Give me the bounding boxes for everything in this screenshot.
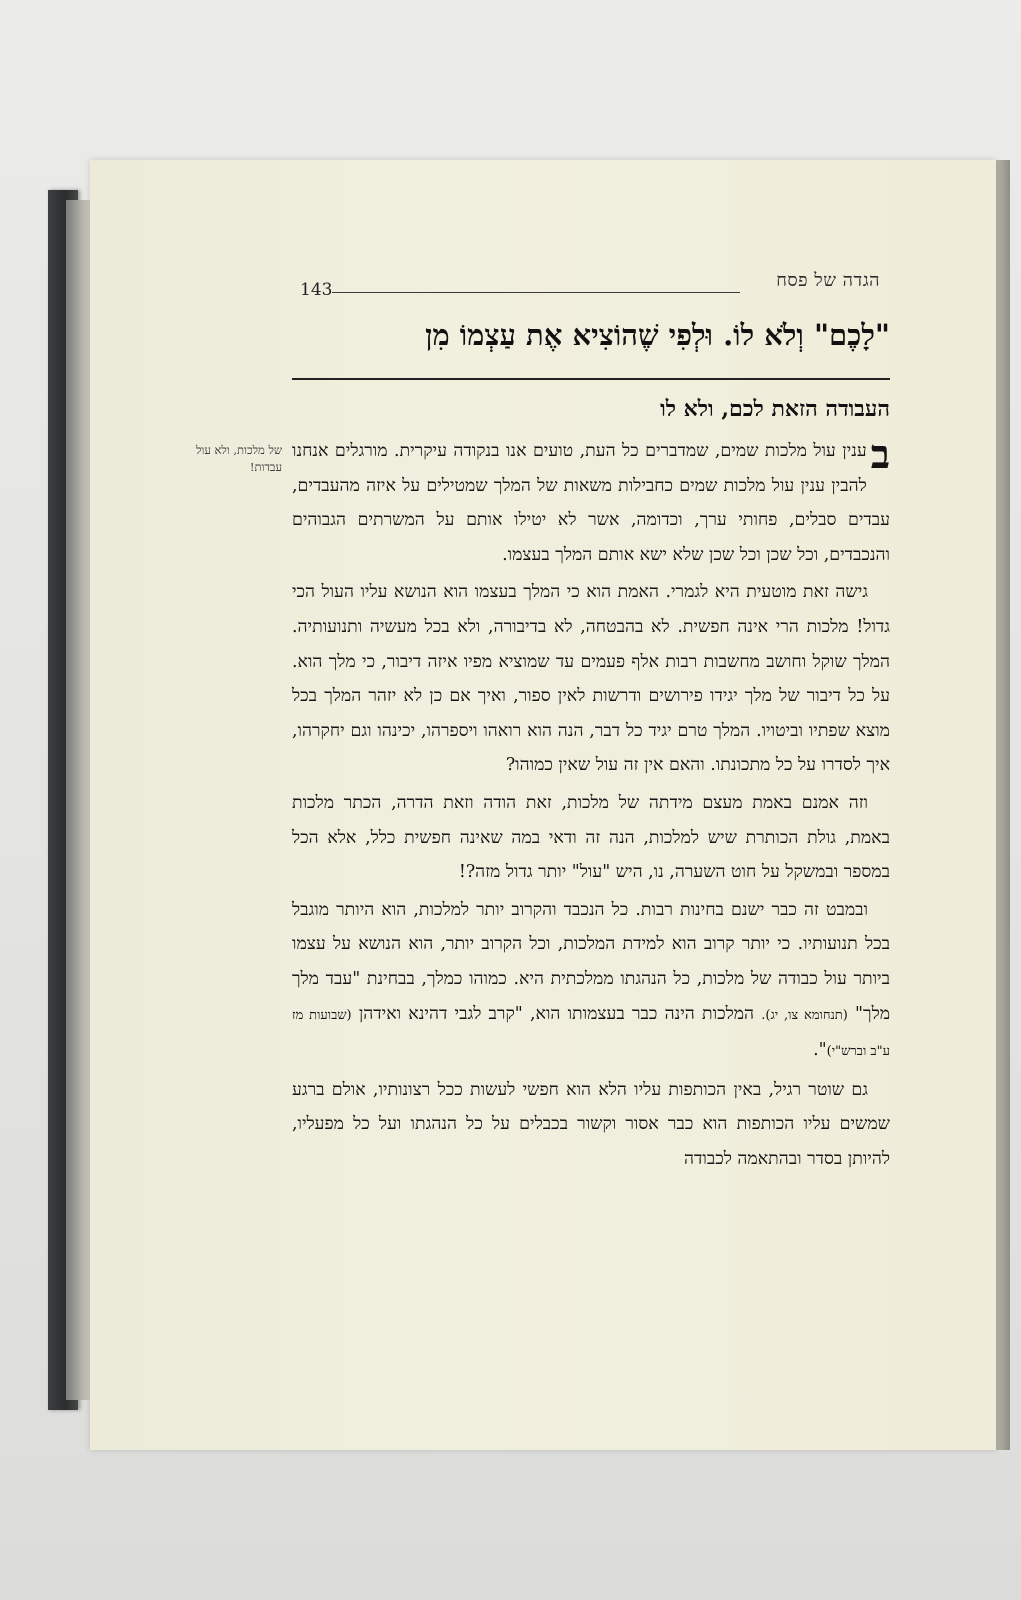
running-header [300, 270, 880, 302]
headline: "לָכֶם" וְלֹא לוֹ. וּלְפִי שֶׁהוֹצִיא אֶת עַצְמוֹ מִן [425, 318, 890, 352]
source-reference: (תנחומא צו, יג). [761, 1007, 848, 1023]
paragraph [292, 893, 890, 1070]
margin-note: של מלכות, ולא עול עבדות! [196, 443, 282, 474]
source-reference: (שבועות מז ע"ב וברש"י) [292, 1007, 890, 1060]
body-text [292, 431, 891, 1179]
header-rule [332, 292, 740, 293]
paragraph: גם שוטר רגיל, באין הכותפות עליו הלא הוא חפשי לעשות ככל רצונותיו, אולם ברגע שמשים עליו הכותפות הוא כבר אסור וקשור בכבלים על כל הנהגתו ועל כל מפעליו, להיותן בסדר ובהתאמה לכבודה [292, 1079, 890, 1169]
paragraph: גישה זאת מוטעית היא לגמרי. האמת הוא כי המלך בעצמו הוא הנושא עליו העול הכי גדול! מלכות הרי אינה חפשית. לא בהבטחה, לא בדיבורה, ולא בכל מעשיה ותנועותיה. המלך שוקל וחושב מחשבות רבות אלף פעמים עד שמוציא מפיו איזה דיבור, כי מלך הוא. על כל דיבור של מלך יגידו פירושים ודרשות לאין ספור, ואיך אם כן לא יזהר המלך בכל מוצא שפתיו וביטויו. המלך טרם יגיד כל דבר, הנה הוא רואהו ויספרהו, יכינהו וגם יחקרהו, איך לסדרו על כל מתכונתו. והאם אין זה עול שאין כמוהו? [292, 582, 890, 776]
paragraph: וזה אמנם באמת מעצם מידתה של מלכות, זאת הודה וזאת הדרה, הכתר מלכות באמת, גולת הכותרת שיש למלכות, הנה זה ודאי במה שאינה חפשית כלל, אלא הכל במספר ובמשקל על חוט השערה, נו, היש "עול" יותר גדול מזה?! [292, 792, 890, 883]
headline-rule [292, 378, 890, 380]
book-cover-edge [66, 200, 90, 1400]
running-header-title: הגדה של פסח [776, 270, 880, 291]
paragraph [292, 431, 890, 572]
drop-cap: ב [870, 431, 890, 478]
paragraph-text: ". [813, 1040, 827, 1061]
paragraph-text: ענין עול מלכות שמים, שמדברים כל העת, טועים אנו בנקודה עיקרית. מורגלים אנחנו להבין ענין עול מלכות שמים כחבילות משאות של המלך שמטילים על איזה מהעבדים, עבדים סבלים, פחותי ערך, וכדומה, אשר לא יטילו אותם על המשרתים הגבוהים והנכבדים, וכל שכן וכל שכן שלא ישא אותם המלך בעצמו. [292, 441, 890, 565]
section-heading: העבודה הזאת לכם, ולא לו [660, 396, 890, 422]
paragraph-text: המלכות הינה כבר בעצמותו הוא, "קרב לגבי דהינא ואידהן [358, 1003, 755, 1024]
page-number: 143 [300, 280, 333, 300]
paragraph-text: ובמבט זה כבר ישנם בחינות רבות. כל הנכבד והקרוב יותר למלכות, הוא היותר מוגבל בכל תנועותיו. כי יותר קרוב הוא למידת המלכות, וכל הקרוב יותר, הוא הנושא על עצמו ביותר עול כבודה של מלכות, כל הנהגתו ממלכתית היא. כמוהו כמלך, בבחינת "עבד מלך מלך" [292, 899, 891, 1024]
